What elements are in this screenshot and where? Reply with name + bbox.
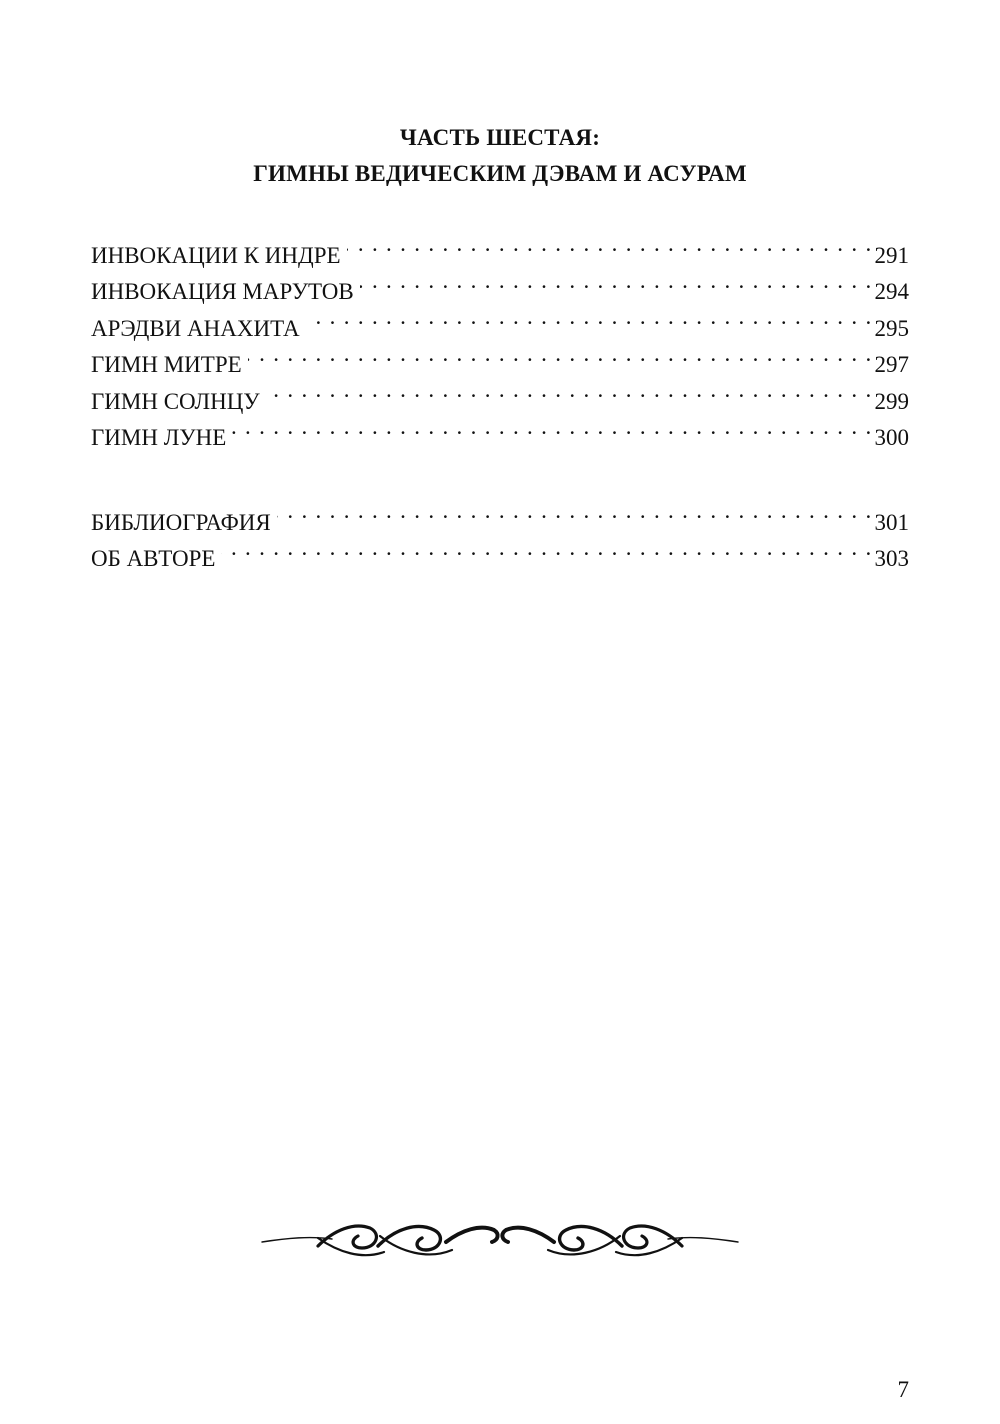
toc-entry-title: ИНВОКАЦИЯ МАРУТОВ <box>91 279 354 304</box>
toc-entry <box>91 493 909 535</box>
toc-entry-page: 300 <box>874 425 909 450</box>
toc-entry-page: 297 <box>874 352 909 377</box>
toc-entry-page: 303 <box>874 546 909 571</box>
toc-entry-title: ГИМН МИТРЕ <box>91 352 242 377</box>
toc-entry-title: ИНВОКАЦИИ К ИНДРЕ <box>91 242 341 268</box>
page-number: 7 <box>897 1377 909 1402</box>
part-subtitle: ГИМНЫ ВЕДИЧЕСКИМ ДЭВАМ И АСУРАМ <box>253 161 747 186</box>
dot-leader <box>266 372 873 409</box>
dot-leader <box>306 299 873 336</box>
toc-entry-page: 294 <box>874 279 909 304</box>
toc-entry <box>91 226 909 268</box>
dot-leader <box>221 530 872 567</box>
dot-leader <box>360 263 873 300</box>
toc-entry-page: 291 <box>874 242 909 268</box>
toc-entry-title: ГИМН ЛУНЕ <box>91 425 227 450</box>
dot-leader <box>232 409 872 446</box>
toc-section-hymns <box>91 226 909 450</box>
dot-leader <box>248 336 873 373</box>
flourish-divider-icon <box>258 1212 742 1268</box>
toc-entry-page: 301 <box>874 509 909 535</box>
dot-leader <box>277 493 873 530</box>
toc-entry-title: БИБЛИОГРАФИЯ <box>91 509 271 535</box>
toc-entry-page: 299 <box>874 388 909 414</box>
dot-leader <box>347 226 873 263</box>
toc-section-backmatter <box>91 493 909 571</box>
toc-entry-title: АРЭДВИ АНАХИТА <box>91 315 300 341</box>
toc-entry-title: ГИМН СОЛНЦУ <box>91 388 260 414</box>
part-title: ЧАСТЬ ШЕСТАЯ: <box>399 125 601 150</box>
toc-entry-title: ОБ АВТОРЕ <box>91 546 216 571</box>
toc-entry-page: 295 <box>874 315 909 341</box>
